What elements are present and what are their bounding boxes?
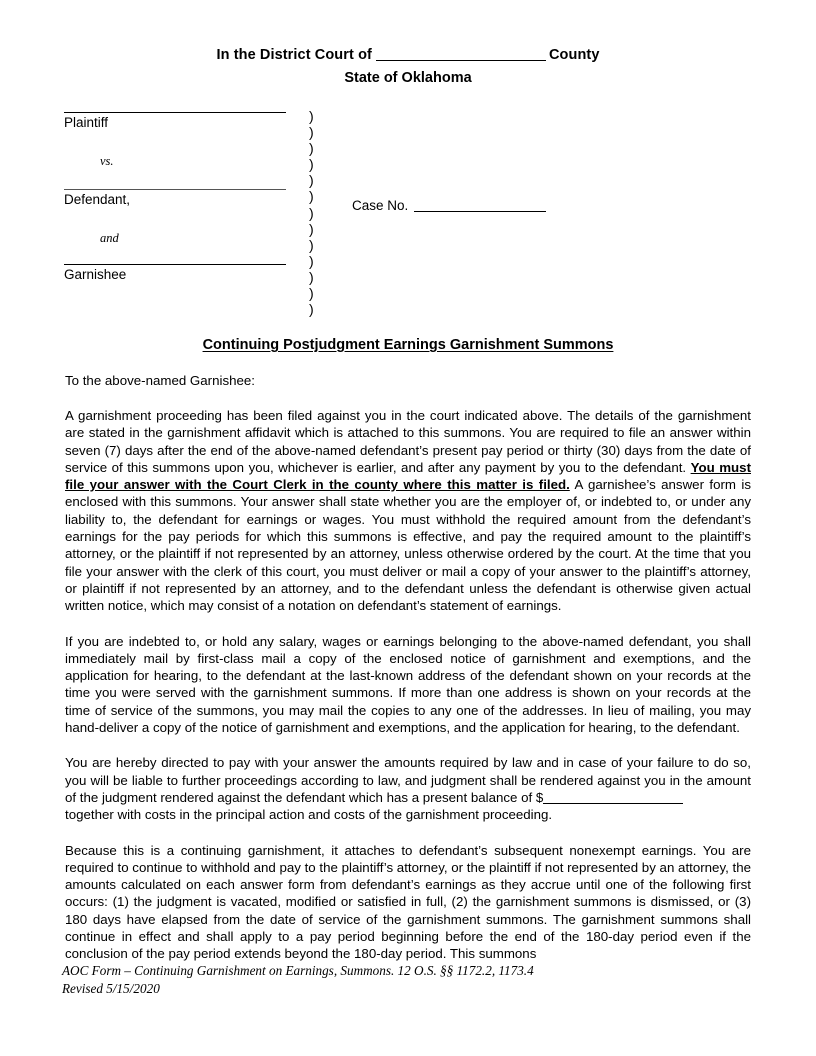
case-number-field (352, 198, 546, 213)
paragraph-1-emphasis: You must file your answer with the Court Clerk in the county where this matter is filed. (65, 459, 751, 493)
caption-paren: ) (309, 204, 314, 221)
party-column (64, 112, 286, 283)
caption-paren: ) (309, 124, 314, 141)
paragraph-3-text-b: together with costs in the principal action and costs of the garnishment proceeding. (65, 807, 553, 823)
court-header-prefix: In the District Court of (216, 47, 372, 63)
caption-paren: ) (309, 140, 314, 157)
footer-form-reference: AOC Form – Continuing Garnishment on Earnings, Summons. 12 O.S. §§ 1172.2, 1173.4 (62, 963, 534, 978)
caption-paren-column (309, 108, 331, 317)
court-header (0, 46, 816, 87)
caption-paren: ) (309, 301, 314, 318)
form-footer (62, 962, 762, 998)
caption-paren: ) (309, 188, 314, 205)
paragraph-2: If you are indebted to, or hold any salary, wages or earnings belonging to the above-named defendant, you shall immediately mail by first-class mail a copy of the enclosed notice of garnishment and exemptions, and the application for hearing, to the defendant at the last-known address of the defendant shown on your records at the time you were served with the garnishment summons. If more than one address is shown on your records at the time of service of the summons, you may mail the copies to any one of the addresses. In lieu of mailing, you may hand-deliver a copy of the notice of garnishment and exemptions, and the application for hearing, to the defendant. (65, 633, 751, 736)
case-number-blank[interactable] (414, 211, 546, 212)
court-header-suffix: County (548, 47, 600, 63)
document-body (65, 372, 751, 963)
paragraph-4: Because this is a continuing garnishment, it attaches to defendant’s subsequent nonexempt earnings. You are required to continue to withhold and pay to the plaintiff’s attorney, or the plaintiff if not represented by an attorney, the amounts calculated on each answer form from defendant’s earnings as they accrue until one of the following first occurs: (1) the judgment is vacated, modified or satisfied in full, (2) the garnishment summons is dismissed, or (3) 180 days have elapsed from the date of service of the garnishment summons. The garnishment summons shall continue in effect and shall apply to a pay period beginning before the end of the 180-day period even if the conclusion of the pay period extends beyond the 180-day period. This summons (65, 842, 751, 962)
caption-paren: ) (309, 108, 314, 124)
paragraph-3 (65, 754, 751, 823)
and-label: and (100, 231, 119, 245)
defendant-label: Defendant, (64, 192, 131, 207)
paragraph-1-text-b: A garnishee’s answer form is enclosed with this summons. Your answer shall state whether you are the employer of, or indebted to, or under any liability to, the defendant for earnings or wages. You must withhold the required amount from the defendant’s earnings for the pay periods for which this summons is effective, and pay the required amount to the plaintiff’s attorney, or the plaintiff if not represented by an attorney, unless otherwise ordered by the court. At the time that you file your answer with the clerk of this court, you must deliver or mail a copy of your answer to the plaintiff’s attorney, or plaintiff if not represented by an attorney, and to the defendant unless the defendant is otherwise given actual written notice, which may consist of a notation on defendant’s statement of earnings. (65, 477, 751, 614)
state-line: State of Oklahoma (344, 70, 472, 86)
caption-paren: ) (309, 268, 314, 285)
caption-paren: ) (309, 252, 314, 269)
caption-paren: ) (309, 156, 314, 173)
present-balance-blank[interactable] (543, 803, 683, 804)
versus-label: vs. (100, 154, 114, 168)
county-blank-field[interactable] (376, 60, 546, 61)
footer-revision-date: Revised 5/15/2020 (62, 981, 160, 996)
caption-paren: ) (309, 285, 314, 302)
page-title: Continuing Postjudgment Earnings Garnishment Summons (202, 337, 614, 353)
garnishee-label: Garnishee (64, 267, 127, 282)
court-header-line-1 (0, 46, 816, 64)
caption-paren: ) (309, 220, 314, 237)
paragraph-1 (65, 407, 751, 615)
plaintiff-label: Plaintiff (64, 115, 109, 130)
caption-paren: ) (309, 172, 314, 189)
paragraph-1-text-a: A garnishment proceeding has been filed against you in the court indicated above. The details of the garnishment are stated in the garnishment affidavit which is attached to this summons. You are required to file an answer within seven (7) days after the end of the above-named defendant’s present pay period or thirty (30) days from the date of service of this summons upon you, whichever is earlier, and after any payment by you to the defendant. (65, 408, 751, 475)
paragraph-3-text-a: You are hereby directed to pay with your answer the amounts required by law and in case of your failure to do so, you will be liable to further proceedings according to law, and judgment shall be rendered against you in the amount of the judgment rendered against the defendant which has a present balance of $ (65, 755, 751, 805)
case-number-label: Case No. (352, 198, 409, 213)
salutation: To the above-named Garnishee: (65, 373, 255, 388)
caption-paren: ) (309, 236, 314, 253)
